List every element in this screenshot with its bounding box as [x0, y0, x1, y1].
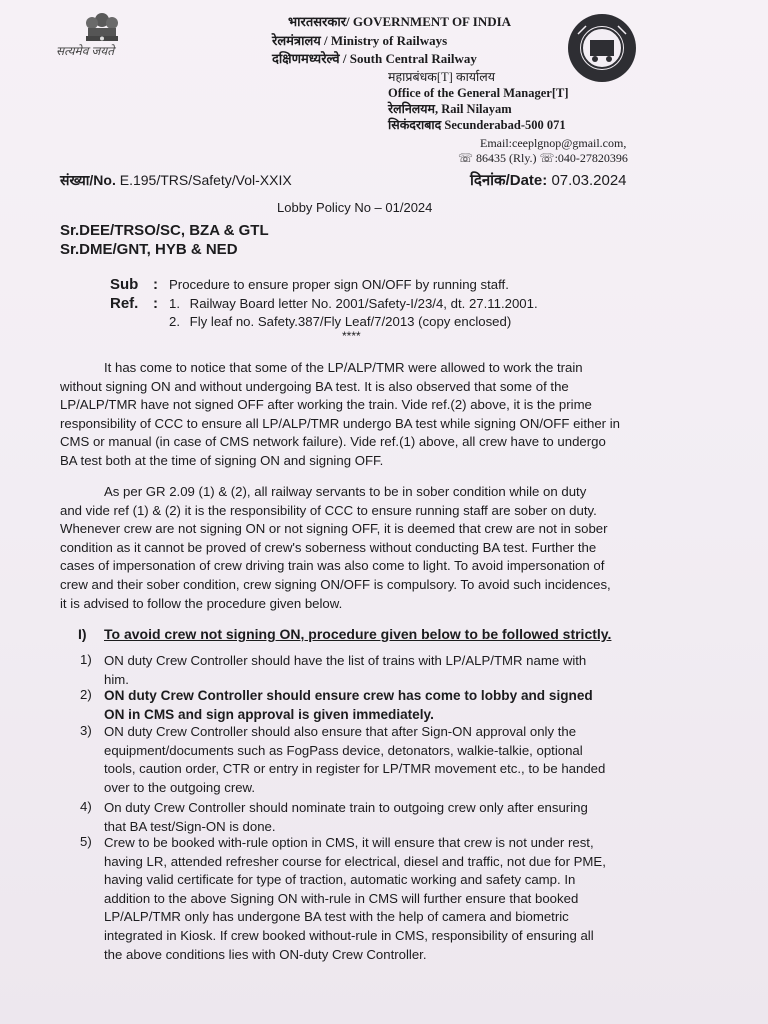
procedure-line: equipment/documents such as FogPass device, detonators, walkie-talkie, optional: [104, 742, 583, 758]
procedure-line: LP/ALP/TMR only has undergone BA test with the help of camera and biometric: [104, 909, 569, 925]
procedure-line: having valid certificate for type of traction, automatic working and safety camp. In: [104, 872, 576, 888]
reference-number-label: संख्या/No.: [60, 172, 116, 188]
procedure-line: ON duty Crew Controller should also ensure that after Sign-ON approval only the: [104, 724, 577, 739]
reference-item-text: Railway Board letter No. 2001/Safety-I/23/4, dt. 27.11.2001.: [189, 296, 538, 311]
reference-colon: :: [153, 295, 158, 312]
procedure-line: the above conditions lies with ON-duty Crew Controller.: [104, 946, 427, 962]
reference-number: [60, 171, 292, 190]
office-building: रेलनिलयम, Rail Nilayam: [388, 102, 512, 116]
procedure-line: tools, caution order, CTR or entry in register for LP/TMR movement etc., to be handed: [104, 761, 606, 777]
paragraph-1: [60, 359, 656, 471]
reference-item-2: [169, 314, 511, 329]
paragraph-line: As per GR 2.09 (1) & (2), all railway servants to be in sober condition while on duty: [104, 484, 587, 499]
procedure-number: 2): [80, 687, 92, 702]
paragraph-line: BA test both at the time of signing ON and signing OFF.: [60, 452, 384, 468]
paragraph-line: CMS or manual (in case of CMS network failure). Vide ref.(1) above, all crew have to undergo: [60, 434, 606, 450]
emblem-motto: सत्यमेव जयते: [56, 44, 115, 58]
paragraph-line: and vide ref (1) & (2) it is the responsibility of CCC to ensure running staff are sober on duty.: [60, 502, 597, 518]
date-value: 07.03.2024: [551, 172, 627, 189]
reference-item-text: Fly leaf no. Safety.387/Fly Leaf/7/2013 (copy enclosed): [189, 314, 512, 329]
procedure-line: Crew to be booked with-rule option in CMS, it will ensure that crew is not under rest,: [104, 835, 594, 850]
procedure-item-2: [80, 687, 650, 724]
paragraph-line: It has come to notice that some of the LP/ALP/TMR were allowed to work the train: [104, 360, 583, 375]
reference-item-num: 2.: [169, 314, 180, 329]
paragraph-line: crew and their sober condition, crew signing ON/OFF is compulsory. To avoid such incidences,: [60, 576, 611, 592]
section-title: To avoid crew not signing ON, procedure given below to be followed strictly.: [104, 626, 612, 642]
office-hindi: महाप्रबंधक[T] कार्यालय: [388, 70, 496, 84]
addressee-1: Sr.DEE/TRSO/SC, BZA & GTL: [60, 222, 269, 239]
separator-stars: ****: [342, 329, 361, 343]
subject-text: Procedure to ensure proper sign ON/OFF by running staff.: [169, 277, 509, 292]
date-label: दिनांक/Date:: [470, 172, 548, 189]
procedure-number: 1): [80, 652, 92, 667]
reference-item-num: 1.: [169, 296, 180, 311]
procedure-item-1: [80, 652, 650, 689]
section-number: I): [78, 626, 87, 642]
policy-title: Lobby Policy No – 01/2024: [277, 200, 433, 215]
procedure-line: addition to the above Signing ON with-rule in CMS will further ensure that booked: [104, 890, 579, 906]
subject-label: Sub: [110, 276, 139, 293]
procedure-line: over to the outgoing crew.: [104, 779, 256, 795]
procedure-line: ON in CMS and sign approval is given immediately.: [104, 706, 434, 722]
header-line-ministry: रेलमंत्रालय / Ministry of Railways: [272, 33, 448, 48]
paragraph-line: cases of impersonation of crew driving train was also come to light. To avoid impersonation of: [60, 558, 605, 574]
reference-item-1: [169, 296, 538, 311]
addressee-2: Sr.DME/GNT, HYB & NED: [60, 241, 238, 258]
office-name: Office of the General Manager[T]: [388, 86, 569, 100]
paragraph-line: Whenever crew are not signing ON or not signing OFF, it is deemed that crew are not in sober: [60, 521, 608, 537]
paragraph-line: LP/ALP/TMR have not signed OFF after working the train. Vide ref.(2) above, it is the prime: [60, 397, 592, 413]
procedure-item-4: [80, 799, 650, 836]
paragraph-2: [60, 483, 656, 613]
procedure-line: integrated in Kiosk. If crew booked without-rule in CMS, responsibility of ensuring all: [104, 927, 594, 943]
procedure-number: 3): [80, 723, 92, 738]
paragraph-line: condition as it cannot be proved of crew's soberness without conducting BA test. Further the: [60, 539, 597, 555]
procedure-line: him.: [104, 671, 129, 687]
procedure-item-3: [80, 723, 650, 797]
paragraph-line: responsibility of CCC to ensure all LP/ALP/TMR undergo BA test while signing ON/OFF either in: [60, 415, 620, 431]
office-phone: ☏ 86435 (Rly.) ☏:040-27820396: [458, 151, 628, 165]
procedure-item-5: [80, 834, 650, 964]
procedure-line: that BA test/Sign-ON is done.: [104, 818, 276, 834]
header-line-zone: दक्षिणमध्यरेल्वे / South Central Railway: [272, 51, 477, 66]
office-city: सिकंदराबाद Secunderabad-500 071: [388, 118, 566, 132]
procedure-line: ON duty Crew Controller should have the list of trains with LP/ALP/TMR name with: [104, 653, 587, 668]
indian-railways-logo: [566, 12, 638, 84]
paragraph-line: without signing ON and without undergoing BA test. It is also observed that some of the: [60, 378, 569, 394]
procedure-line: On duty Crew Controller should nominate train to outgoing crew only after ensuring: [104, 800, 588, 815]
procedure-line: ON duty Crew Controller should ensure crew has come to lobby and signed: [104, 688, 593, 703]
office-email: Email:ceeplgnop@gmail.com,: [480, 136, 627, 150]
paragraph-line: it is advised to follow the procedure given below.: [60, 595, 343, 611]
subject-colon: :: [153, 276, 158, 293]
header-line-government: भारतसरकार/ GOVERNMENT OF INDIA: [288, 14, 512, 29]
procedure-line: having LR, attended refresher course for electrical, diesel and traffic, not due for PME,: [104, 853, 606, 869]
reference-label: Ref.: [110, 295, 139, 312]
procedure-number: 4): [80, 799, 92, 814]
reference-number-value: E.195/TRS/Safety/Vol-XXIX: [119, 172, 292, 188]
letter-date: [470, 170, 627, 190]
procedure-number: 5): [80, 834, 92, 849]
